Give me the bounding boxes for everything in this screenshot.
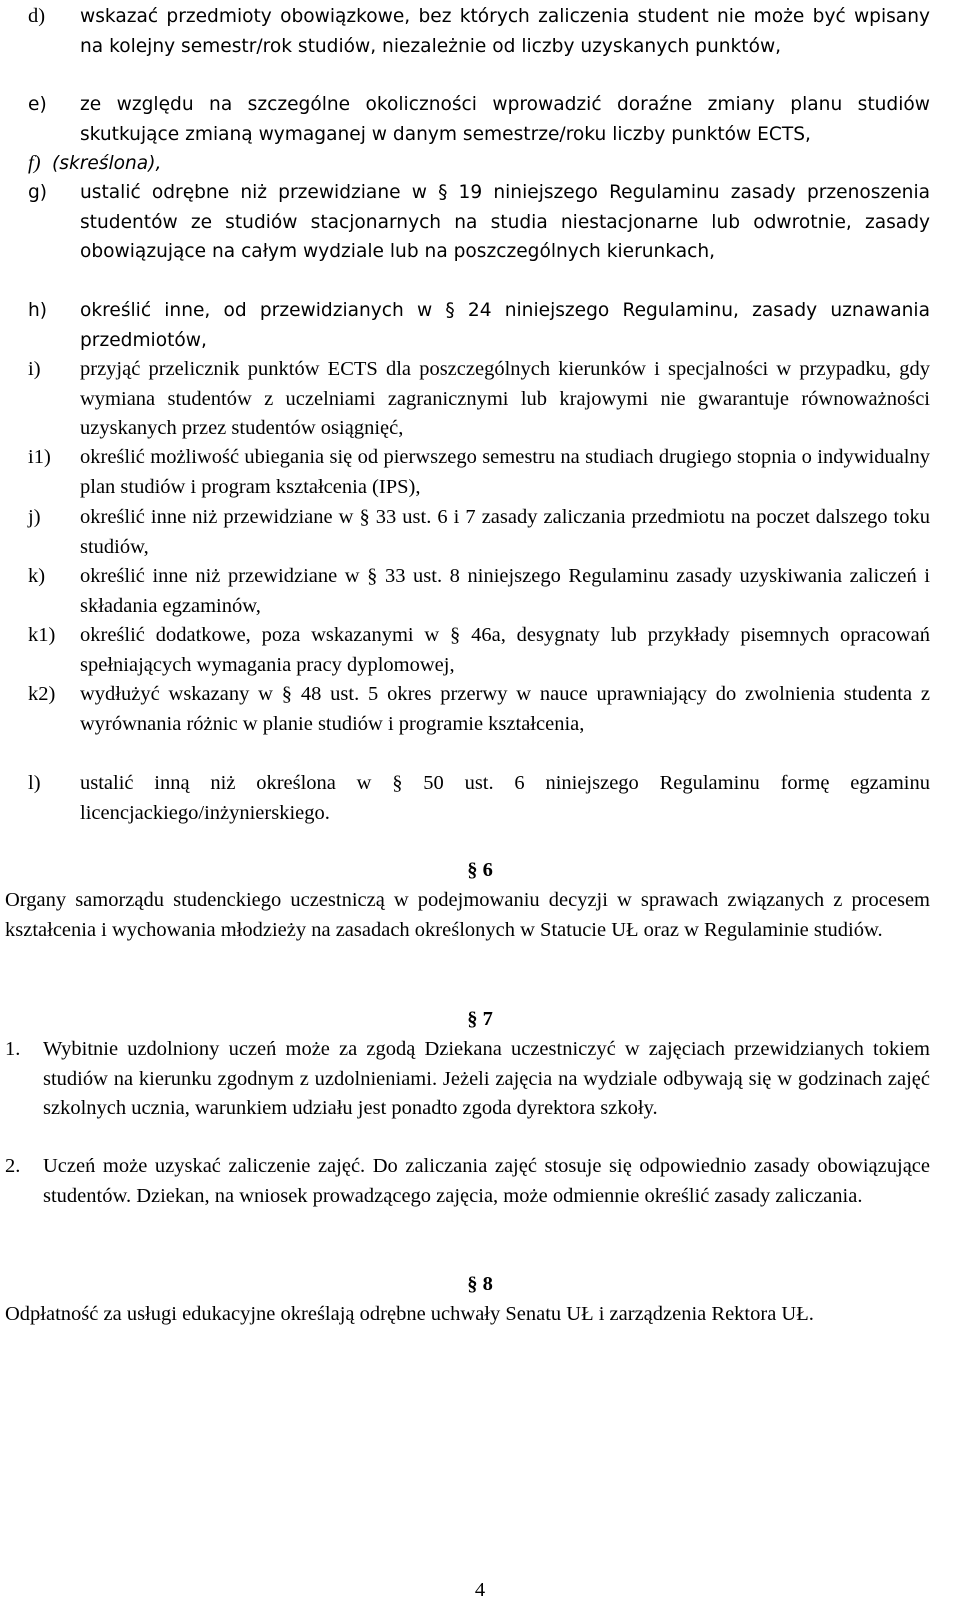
list-item-h bbox=[28, 296, 930, 355]
page-number: 4 bbox=[474, 1579, 486, 1601]
list-item-j bbox=[28, 503, 930, 562]
list-label: k) bbox=[28, 565, 46, 587]
list-label: g) bbox=[28, 182, 48, 203]
list-item-f bbox=[28, 149, 930, 179]
section-7-point-1 bbox=[5, 1035, 930, 1124]
point-label: 2. bbox=[5, 1155, 21, 1177]
list-text: określić inne niż przewidziane w § 33 ust. 6 i 7 zasady zaliczania przedmiotu na poczet dalszego toku studiów, bbox=[80, 506, 930, 558]
point-label: 1. bbox=[5, 1038, 21, 1060]
list-item-l bbox=[28, 769, 930, 828]
list-text: określić inne, od przewidzianych w § 24 niniejszego Regulaminu, zasady uznawania przedmiotów, bbox=[80, 300, 930, 351]
section-heading-7: § 7 bbox=[467, 1008, 493, 1030]
list-label: h) bbox=[28, 300, 48, 321]
section-6-paragraph: Organy samorządu studenckiego uczestniczą w podejmowaniu decyzji w sprawach związanych z procesem kształcenia i wychowania młodzieży na zasadach określonych w Statucie UŁ oraz w Regulaminie studiów. bbox=[5, 889, 930, 941]
list-label: k1) bbox=[28, 624, 56, 646]
list-text: ustalić inną niż określona w § 50 ust. 6 niniejszego Regulaminu formę egzaminu licencjackiego/inżynierskiego. bbox=[80, 772, 930, 824]
list-item-k bbox=[28, 562, 930, 621]
list-text: określić możliwość ubiegania się od pierwszego semestru na studiach drugiego stopnia o indywidualny plan studiów i program kształcenia (IPS), bbox=[80, 446, 930, 498]
section-heading-8: § 8 bbox=[467, 1273, 493, 1295]
list-item-k2 bbox=[28, 680, 930, 739]
list-label: k2) bbox=[28, 683, 56, 705]
section-heading-6: § 6 bbox=[467, 859, 493, 881]
section-8-paragraph: Odpłatność za usługi edukacyjne określają odrębne uchwały Senatu UŁ i zarządzenia Rektora UŁ. bbox=[5, 1303, 814, 1325]
list-item-e bbox=[28, 90, 930, 149]
list-item-i bbox=[28, 355, 930, 444]
list-text: wydłużyć wskazany w § 48 ust. 5 okres przerwy w nauce uprawniający do zwolnienia studenta z wyrównania różnic w planie studiów i programie kształcenia, bbox=[80, 683, 930, 735]
section-7-point-2 bbox=[5, 1152, 930, 1211]
list-text: wskazać przedmioty obowiązkowe, bez których zaliczenia student nie może być wpisany na kolejny semestr/rok studiów, niezależnie od liczby uzyskanych punktów, bbox=[80, 6, 930, 57]
list-text: określić dodatkowe, poza wskazanymi w § 46a, desygnaty lub przykłady pisemnych opracowań spełniających wymagania pracy dyplomowej, bbox=[80, 624, 930, 676]
list-label: l) bbox=[28, 772, 41, 794]
list-label: i) bbox=[28, 358, 41, 380]
list-item-d bbox=[28, 2, 930, 61]
list-text: ze względu na szczególne okoliczności wprowadzić doraźne zmiany planu studiów skutkujące zmianą wymaganej w danym semestrze/roku liczby punktów ECTS, bbox=[80, 94, 930, 145]
point-text: Uczeń może uzyskać zaliczenie zajęć. Do zaliczania zajęć stosuje się odpowiednio zasady obowiązujące studentów. Dziekan, na wniosek prowadzącego zajęcia, może odmiennie określić zasady zaliczania. bbox=[43, 1155, 930, 1207]
list-text: przyjąć przelicznik punktów ECTS dla poszczególnych kierunków i specjalności w przypadku, gdy wymiana studentów z uczelniami zagranicznymi lub krajowymi nie gwarantuje równoważności uzyskanych przez studentów osiągnięć, bbox=[80, 358, 930, 439]
list-label: f) bbox=[28, 152, 41, 174]
list-label: d) bbox=[28, 5, 46, 27]
list-item-g bbox=[28, 178, 930, 267]
list-item-k1 bbox=[28, 621, 930, 680]
list-text: określić inne niż przewidziane w § 33 ust. 8 niniejszego Regulaminu zasady uzyskiwania zaliczeń i składania egzaminów, bbox=[80, 565, 930, 617]
list-label: i1) bbox=[28, 446, 51, 468]
point-text: Wybitnie uzdolniony uczeń może za zgodą Dziekana uczestniczyć w zajęciach przewidzianych tokiem studiów na kierunku zgodnym z uzdolnieniami. Jeżeli zajęcia na wydziale odbywają się w godzinach zajęć szkolnych ucznia, warunkiem udziału jest ponadto zgoda dyrektora szkoły. bbox=[43, 1038, 930, 1119]
list-item-i1 bbox=[28, 443, 930, 502]
list-label: j) bbox=[28, 506, 41, 528]
list-text: ustalić odrębne niż przewidziane w § 19 niniejszego Regulaminu zasady przenoszenia studentów ze studiów stacjonarnych na studia niestacjonarne lub odwrotnie, zasady obowiązujące na całym wydziale lub na poszczególnych kierunkach, bbox=[80, 182, 930, 262]
list-label: e) bbox=[28, 94, 47, 115]
list-text: (skreślona), bbox=[52, 153, 162, 174]
